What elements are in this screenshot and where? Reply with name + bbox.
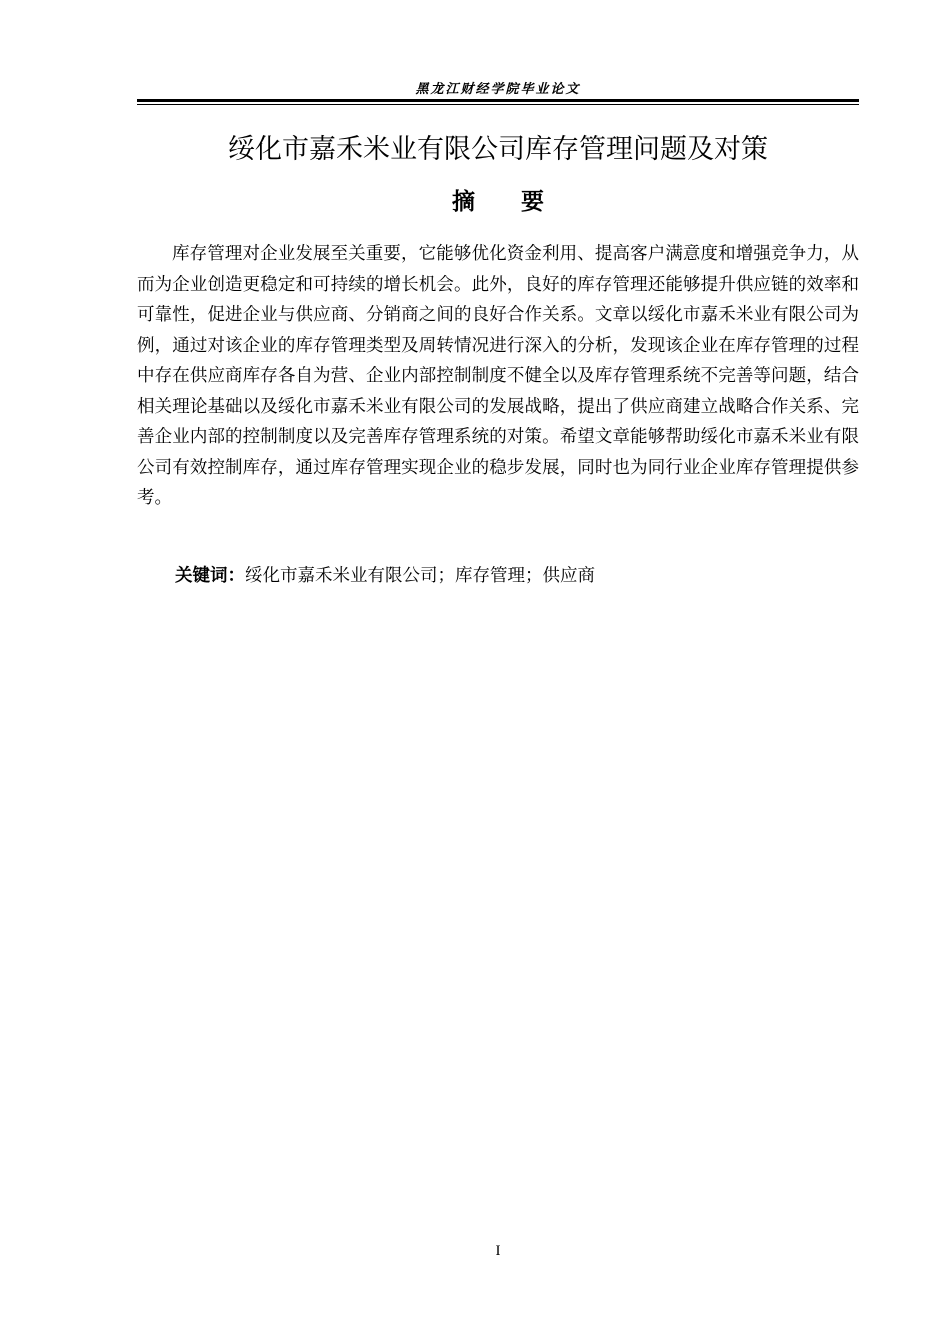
header-rule-thin [137,104,859,105]
page-number: I [495,1243,501,1259]
keywords-label: 关键词： [175,566,245,586]
abstract-body: 库存管理对企业发展至关重要，它能够优化资金利用、提高客户满意度和增强竞争力，从而为企业创造更稳定和可持续的增长机会。此外，良好的库存管理还能够提升供应链的效率和可靠性，促进企业与供应商、分销商之间的良好合作关系。文章以绥化市嘉禾米业有限公司为例，通过对该企业的库存管理类型及周转情况进行深入的分析，发现该企业在库存管理的过程中存在供应商库存各自为营、企业内部控制制度不健全以及库存管理系统不完善等问题，结合相关理论基础以及绥化市嘉禾米业有限公司的发展战略，提出了供应商建立战略合作关系、完善企业内部的控制制度以及完善库存管理系统的对策。希望文章能够帮助绥化市嘉禾米业有限公司有效控制库存，通过库存管理实现企业的稳步发展，同时也为同行业企业库存管理提供参考。 [137,244,859,508]
keywords-text: 绥化市嘉禾米业有限公司；库存管理；供应商 [245,566,595,586]
running-header: 黑龙江财经学院毕业论文 [415,82,581,97]
paper-title: 绥化市嘉禾米业有限公司库存管理问题及对策 [228,134,768,165]
abstract-heading: 摘要 [452,189,590,215]
keywords-line [137,561,859,591]
header-rule-thick [137,99,859,102]
